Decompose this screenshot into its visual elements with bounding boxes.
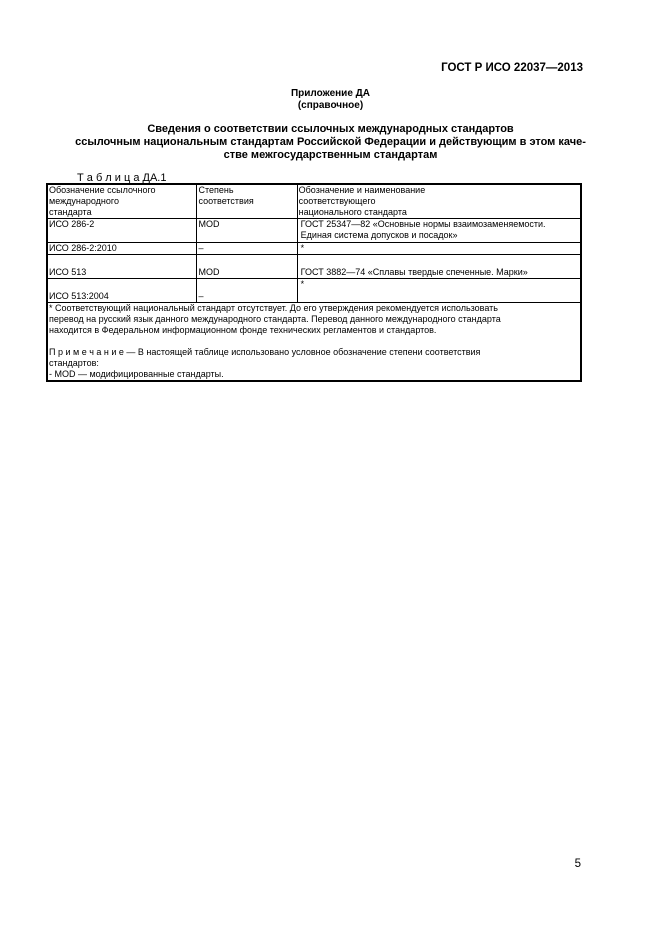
- cell-line: *: [300, 279, 305, 289]
- cell-reference: ИСО 513:2004: [47, 279, 197, 303]
- table-row: [47, 255, 581, 279]
- header-line: Обозначение ссылочного: [49, 185, 156, 195]
- cell-reference: ИСО 286-2: [47, 219, 197, 243]
- cell-national: [297, 219, 581, 243]
- annex-title: Приложение ДА: [290, 88, 371, 99]
- table-row: [47, 279, 581, 303]
- heading-line: Сведения о соответствии ссылочных международных стандартов: [147, 123, 514, 135]
- note-line: стандартов:: [49, 358, 99, 368]
- correspondence-table: [46, 183, 582, 382]
- note-line: - MOD — модифицированные стандарты.: [49, 369, 224, 379]
- header-line: соответствующего: [298, 196, 376, 206]
- heading-line: стве межгосударственным стандартам: [223, 149, 438, 161]
- note-line: П р и м е ч а н и е — В настоящей таблице использовано условное обозначение степени соответствия: [49, 347, 481, 357]
- table-row: [47, 219, 581, 243]
- cell-line: ГОСТ 3882—74 «Сплавы твердые спеченные. Марки»: [300, 267, 528, 277]
- footnote-line: находится в Федеральном информационном фонде технических регламентов и стандартов.: [49, 325, 437, 335]
- document-code: ГОСТ Р ИСО 22037—2013: [441, 62, 583, 74]
- cell-line: Единая система допусков и посадок»: [300, 230, 458, 240]
- heading-line: ссылочным национальным стандартам Российской Федерации и действующим в этом каче-: [75, 136, 586, 148]
- cell-line: *: [300, 243, 305, 253]
- header-line: Обозначение и наименование: [298, 185, 426, 195]
- table-notes: [47, 303, 581, 382]
- cell-degree: MOD: [197, 219, 297, 243]
- column-header-reference: [47, 184, 197, 219]
- table-row: [47, 243, 581, 255]
- header-line: международного: [49, 196, 119, 206]
- annex-subtitle: (справочное): [297, 100, 364, 111]
- footnote-line: перевод на русский язык данного международного стандарта. Перевод данного международного стандарта: [49, 314, 501, 324]
- header-line: Степень: [198, 185, 234, 195]
- column-header-national: [297, 184, 581, 219]
- footnote-line: * Соответствующий национальный стандарт отсутствует. До его утверждения рекомендуется использовать: [49, 303, 498, 313]
- header-line: соответствия: [198, 196, 254, 206]
- cell-degree: –: [197, 279, 297, 303]
- page-number: 5: [574, 858, 581, 870]
- header-line: стандарта: [49, 207, 92, 217]
- cell-reference: ИСО 286-2:2010: [47, 243, 197, 255]
- cell-national: [297, 279, 581, 303]
- cell-degree: MOD: [197, 255, 297, 279]
- cell-line: ГОСТ 25347—82 «Основные нормы взаимозаменяемости.: [300, 219, 546, 229]
- annex-header: [0, 88, 661, 112]
- header-line: национального стандарта: [298, 207, 407, 217]
- spacer: [49, 336, 579, 347]
- cell-degree: –: [197, 243, 297, 255]
- table-notes-row: [47, 303, 581, 382]
- cell-national: [297, 243, 581, 255]
- table-header-row: [47, 184, 581, 219]
- column-header-degree: [197, 184, 297, 219]
- section-heading: [50, 123, 611, 162]
- table-caption: Т а б л и ц а ДА.1: [77, 172, 167, 184]
- cell-national: [297, 255, 581, 279]
- cell-reference: ИСО 513: [47, 255, 197, 279]
